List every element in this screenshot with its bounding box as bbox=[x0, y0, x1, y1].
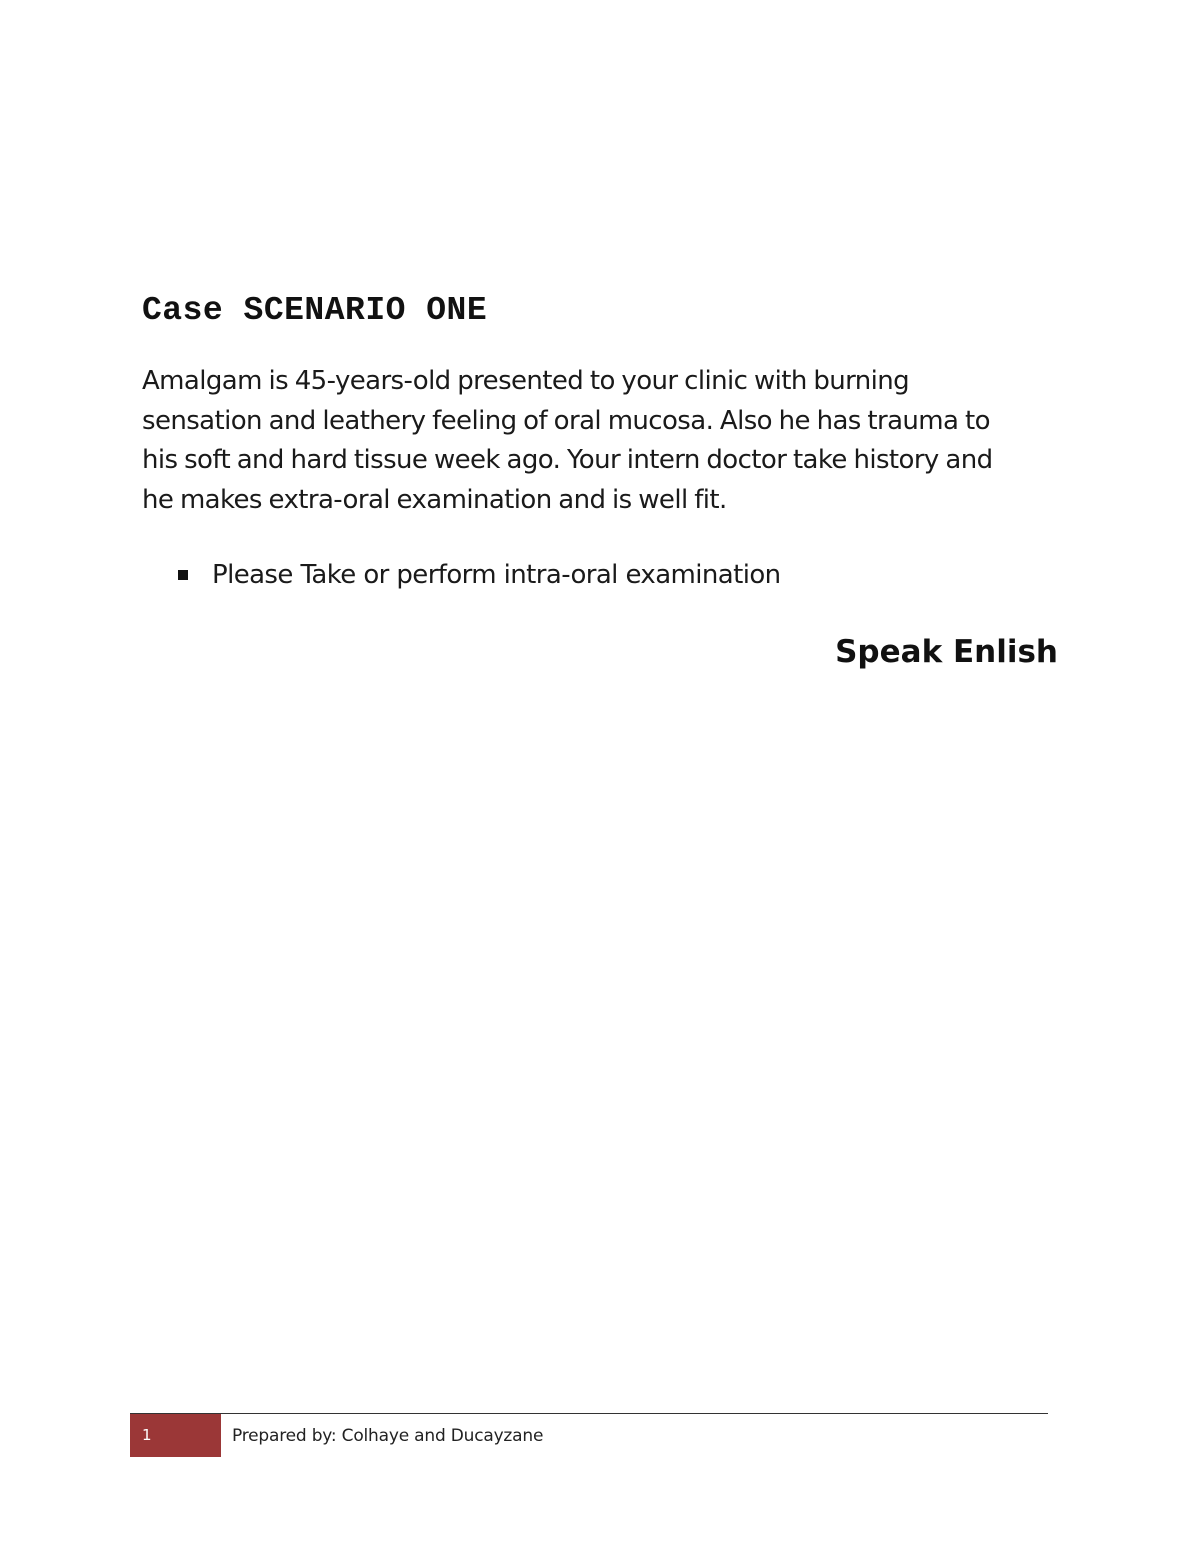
page-number-badge: 1 bbox=[130, 1414, 221, 1457]
bullet-item bbox=[178, 560, 781, 590]
bullet-text: Please Take or perform intra-oral examination bbox=[212, 560, 781, 590]
case-title: Case SCENARIO ONE bbox=[142, 292, 488, 329]
speak-note: Speak Enlish bbox=[835, 634, 1058, 670]
page-footer bbox=[130, 1413, 1050, 1457]
case-description-line: he makes extra-oral examination and is well fit. bbox=[142, 484, 727, 515]
square-bullet-icon bbox=[178, 570, 188, 580]
prepared-by-text: Prepared by: Colhaye and Ducayzane bbox=[232, 1426, 544, 1446]
case-description-line: Amalgam is 45-years-old presented to your clinic with burning bbox=[142, 366, 910, 396]
case-description bbox=[142, 362, 1072, 520]
case-description-line: his soft and hard tissue week ago. Your intern doctor take history and bbox=[142, 445, 993, 475]
footer-divider bbox=[130, 1413, 1048, 1414]
case-description-line: sensation and leathery feeling of oral mucosa. Also he has trauma to bbox=[142, 405, 990, 436]
